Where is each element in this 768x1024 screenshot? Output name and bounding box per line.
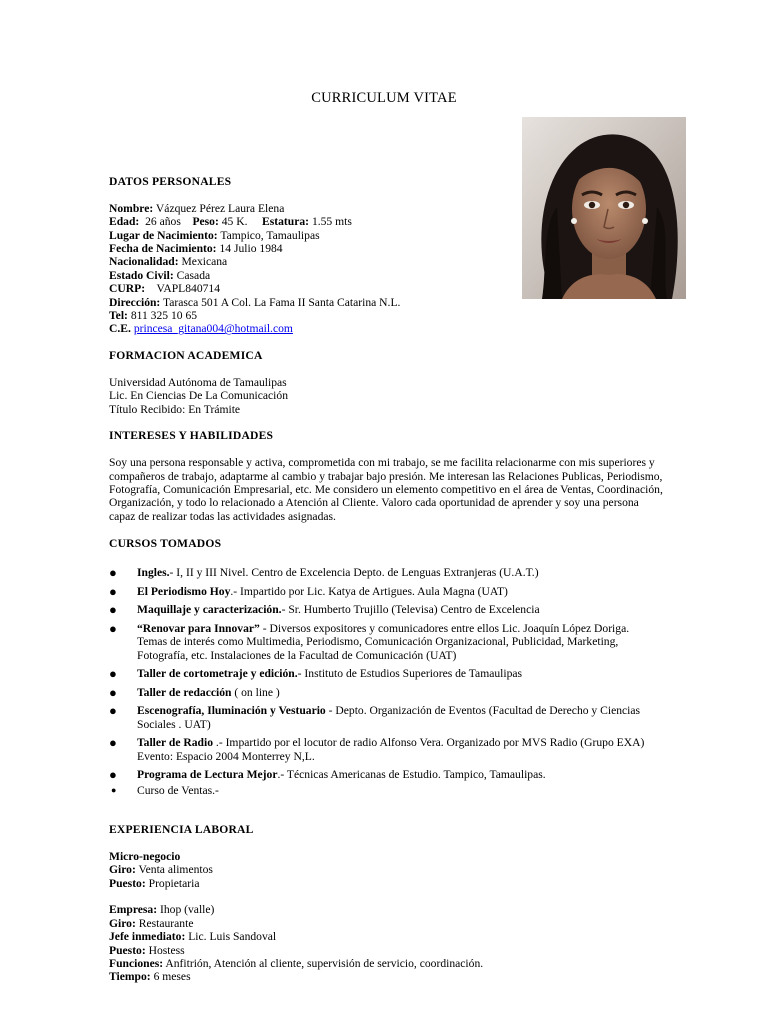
label-puesto: Puesto: xyxy=(109,876,146,890)
intereses-line: Organización, y todo lo relacionado a Atención al Cliente. Valoro cada oportunidad de aprender y soy una persona xyxy=(109,496,639,510)
label-jefe: Jefe inmediato: xyxy=(109,930,186,944)
intereses-paragraph xyxy=(109,456,663,523)
job-field-tiempo xyxy=(109,970,669,983)
formacion-line: Título Recibido: En Trámite xyxy=(109,402,241,416)
curso-text: .- Técnicas Americanas de Estudio. Tampico, Tamaulipas. xyxy=(277,768,546,782)
bullet-icon: ● xyxy=(109,703,117,719)
formacion-line: Lic. En Ciencias De La Comunicación xyxy=(109,389,289,403)
list-item xyxy=(109,784,649,797)
label-empresa: Empresa: xyxy=(109,903,158,917)
job-title: Micro-negocio xyxy=(109,849,181,863)
curso-title: Taller de cortometraje y edición. xyxy=(137,667,298,681)
label-email: C.E. xyxy=(109,322,131,336)
label-estatura: Estatura: xyxy=(262,215,310,229)
value-funciones: Anfitrión, Atención al cliente, supervisión de servicio, coordinación. xyxy=(165,957,484,971)
bullet-icon: ● xyxy=(109,602,117,618)
label-estado-civil: Estado Civil: xyxy=(109,268,174,282)
curso-title: Ingles. xyxy=(137,565,170,579)
list-item xyxy=(109,603,649,616)
curso-text: - Depto. Organización de Eventos (Facultad de Derecho y Ciencias Sociales . UAT) xyxy=(137,704,641,731)
list-item xyxy=(109,566,649,579)
label-direccion: Dirección: xyxy=(109,295,161,309)
bullet-icon: ● xyxy=(109,767,117,783)
label-edad: Edad: xyxy=(109,215,140,229)
curso-text: - Sr. Humberto Trujillo (Televisa) Centro de Excelencia xyxy=(281,603,540,617)
label-puesto: Puesto: xyxy=(109,943,146,957)
intereses-line: Fotografía, Comunicación Empresarial, etc. Me considero un elemento competitivo en el área de Ventas, Coordinación, xyxy=(109,482,663,496)
value-nombre: Vázquez Pérez Laura Elena xyxy=(155,201,285,215)
field-email xyxy=(109,322,669,335)
value-empresa: Ihop (valle) xyxy=(160,903,215,917)
curso-text: Curso de Ventas.- xyxy=(137,783,219,797)
job-field-empresa xyxy=(109,903,669,916)
curso-title: Programa de Lectura Mejor xyxy=(137,768,278,782)
section-heading-formacion: FORMACION ACADEMICA xyxy=(109,349,263,363)
label-giro: Giro: xyxy=(109,863,136,877)
intereses-line: Soy una persona responsable y activa, comprometida con mi trabajo, se me facilita relacionarme con mis superiores y xyxy=(109,456,655,470)
curso-text: - I, II y III Nivel. Centro de Excelencia Depto. de Lenguas Extranjeras (U.A.T.) xyxy=(169,565,539,579)
intereses-line: capaz de realizar todas las actividades asignadas. xyxy=(109,509,336,523)
label-funciones: Funciones: xyxy=(109,957,164,971)
intereses-line: compañeros de trabajo, adaptarme al cambio y trabajar bajo presión. Me interesan las Relaciones Publicas, Periodismo, xyxy=(109,469,663,483)
curso-text: - Diversos expositores y comunicadores entre ellos Lic. Joaquín López Doriga. Temas de interés como Multimedia, Periodismo, Comunicación Organizacional, Publicidad, Marketing, Fotografía, etc. Instalaciones de la Facultad de Comunicación (UAT) xyxy=(137,621,630,662)
field-nombre xyxy=(109,202,669,215)
curso-text: ( on line ) xyxy=(231,685,280,699)
value-nacionalidad: Mexicana xyxy=(181,255,228,269)
formacion-line: Universidad Autónoma de Tamaulipas xyxy=(109,375,287,389)
label-lugar: Lugar de Nacimiento: xyxy=(109,228,218,242)
field-tel xyxy=(109,309,669,322)
job-field-giro xyxy=(109,863,669,876)
bullet-icon: ● xyxy=(109,735,117,751)
bullet-icon: ● xyxy=(109,666,117,682)
list-item xyxy=(109,622,649,662)
job-field-funciones xyxy=(109,957,669,970)
field-edad-peso-estatura xyxy=(109,215,669,228)
field-fecha xyxy=(109,242,669,255)
curso-title: Taller de redacción xyxy=(137,685,232,699)
value-puesto: Propietaria xyxy=(148,876,200,890)
label-peso: Peso: xyxy=(192,215,219,229)
label-fecha: Fecha de Nacimiento: xyxy=(109,241,217,255)
value-fecha: 14 Julio 1984 xyxy=(219,241,283,255)
value-curp: VAPL840714 xyxy=(156,282,221,296)
curso-text: .- Impartido por Lic. Katya de Artigues. Aula Magna (UAT) xyxy=(230,584,508,598)
list-item xyxy=(109,686,649,699)
bullet-icon: ● xyxy=(111,784,117,795)
list-item xyxy=(109,736,649,763)
email-link[interactable]: princesa_gitana004@hotmail.com xyxy=(133,322,293,336)
label-giro: Giro: xyxy=(109,916,136,930)
value-tiempo: 6 meses xyxy=(153,970,191,984)
job-field-giro xyxy=(109,917,669,930)
list-item xyxy=(109,768,649,781)
value-estatura: 1.55 mts xyxy=(311,215,352,229)
value-estado-civil: Casada xyxy=(176,268,211,282)
field-direccion xyxy=(109,296,669,309)
field-estado-civil xyxy=(109,269,669,282)
label-tel: Tel: xyxy=(109,308,128,322)
curso-text: - Instituto de Estudios Superiores de Tamaulipas xyxy=(297,667,523,681)
section-heading-cursos: CURSOS TOMADOS xyxy=(109,536,222,550)
job-field-puesto xyxy=(109,944,669,957)
document-title: CURRICULUM VITAE xyxy=(311,90,457,106)
value-jefe: Lic. Luis Sandoval xyxy=(188,930,277,944)
curso-text: .- Impartido por el locutor de radio Alfonso Vera. Organizado por MVS Radio (Grupo EXA) Evento: Espacio 2004 Monterrey N,L. xyxy=(137,736,645,763)
section-heading-experiencia: EXPERIENCIA LABORAL xyxy=(109,823,254,837)
label-curp: CURP: xyxy=(109,282,146,296)
bullet-icon: ● xyxy=(109,620,117,636)
value-tel: 811 325 10 65 xyxy=(130,308,198,322)
list-item xyxy=(109,704,649,731)
job-field-jefe xyxy=(109,930,669,943)
value-edad: 26 años xyxy=(145,215,181,229)
value-giro: Venta alimentos xyxy=(138,863,213,877)
job-field-puesto xyxy=(109,877,669,890)
list-item xyxy=(109,667,649,680)
bullet-icon: ● xyxy=(109,684,117,700)
value-peso: 45 K. xyxy=(221,215,248,229)
curso-title: El Periodismo Hoy xyxy=(137,584,231,598)
value-puesto: Hostess xyxy=(148,943,185,957)
cv-content xyxy=(109,175,669,984)
value-giro: Restaurante xyxy=(138,916,194,930)
bullet-icon: ● xyxy=(109,583,117,599)
label-nacionalidad: Nacionalidad: xyxy=(109,255,179,269)
section-heading-personal: DATOS PERSONALES xyxy=(109,175,232,188)
curso-title: Taller de Radio xyxy=(137,736,214,750)
curso-title: Maquillaje y caracterización. xyxy=(137,603,282,617)
label-nombre: Nombre: xyxy=(109,201,154,215)
bullet-icon: ● xyxy=(109,564,117,580)
curso-title: Escenografía, Iluminación y Vestuario xyxy=(137,704,326,718)
list-item xyxy=(109,585,649,598)
field-nacionalidad xyxy=(109,255,669,268)
section-heading-intereses: INTERESES Y HABILIDADES xyxy=(109,429,274,443)
field-curp xyxy=(109,282,669,295)
value-direccion: Tarasca 501 A Col. La Fama II Santa Catarina N.L. xyxy=(163,295,401,309)
field-lugar xyxy=(109,229,669,242)
label-tiempo: Tiempo: xyxy=(109,970,151,984)
cursos-list xyxy=(109,566,669,797)
value-lugar: Tampico, Tamaulipas xyxy=(220,228,320,242)
curso-title: “Renovar para Innovar” xyxy=(137,621,260,635)
